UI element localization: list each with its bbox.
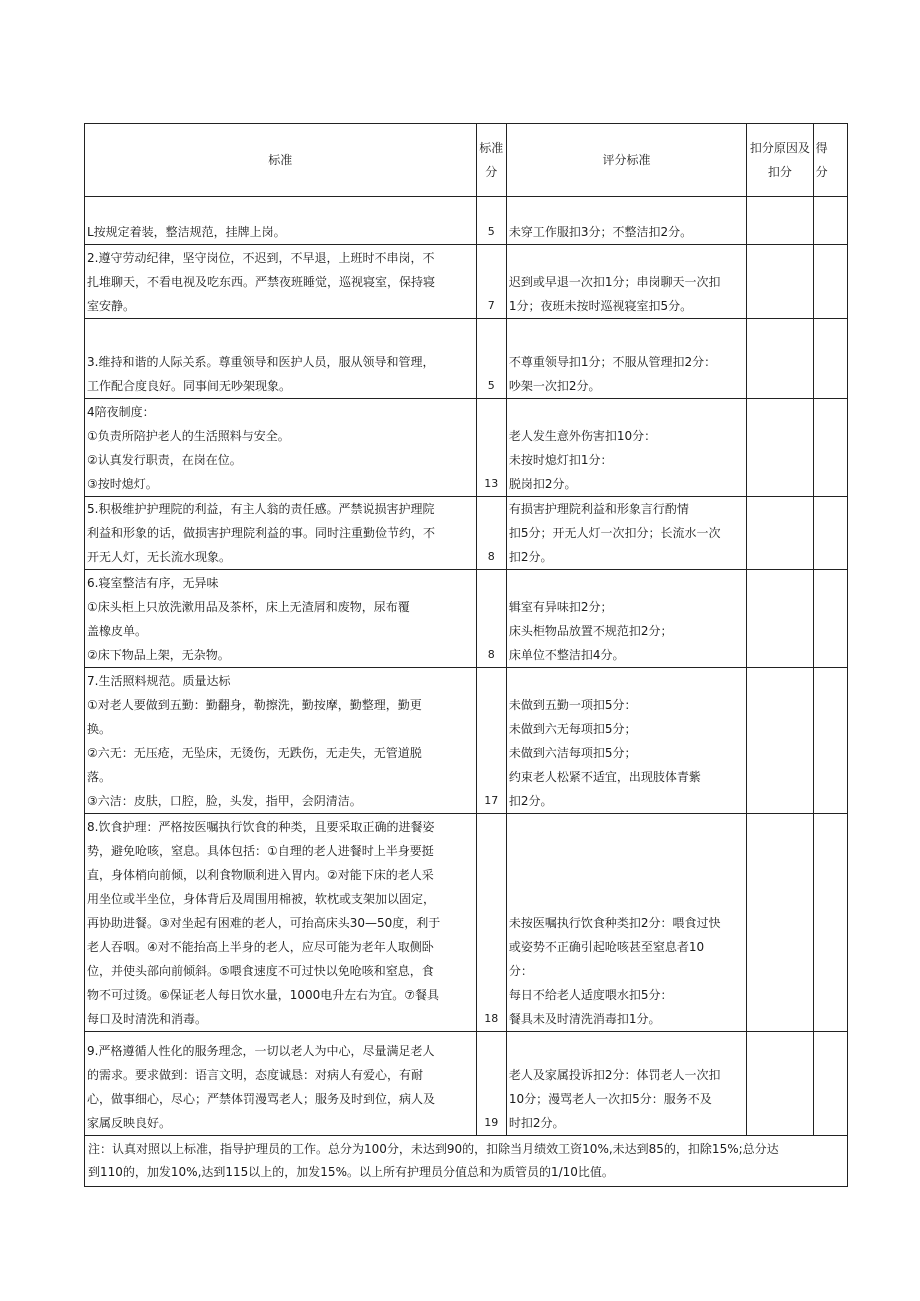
points-cell: 17 (476, 668, 506, 814)
criteria-line: 约束老人松紧不适宜，出现肢体青紫 (508, 770, 701, 784)
criteria-line: 扣5分；开无人灯一次扣分；长流水一次 (508, 526, 721, 540)
criteria-cell (506, 497, 746, 570)
header-reason-line: 扣分原因及 (749, 141, 810, 155)
standard-line: 位，并使头部向前倾斜。⑤喂食速度不可过快以免呛咳和窒息，食 (87, 964, 434, 978)
standard-line: 物不可过烫。⑥保证老人每日饮水量，1000电升左右为宜。⑦餐具 (87, 988, 440, 1002)
criteria-line: 吵架一次扣2分。 (508, 379, 601, 393)
deduction-reason-cell[interactable] (747, 1032, 814, 1136)
points-cell: 5 (476, 197, 506, 245)
table-row (85, 197, 848, 245)
standard-cell (85, 399, 477, 497)
standard-line: 室安静。 (87, 299, 136, 313)
standard-cell (85, 197, 477, 245)
standard-cell (85, 668, 477, 814)
standard-line: 7.生活照料规范。质量达标 (87, 674, 231, 688)
standard-line: 盖橡皮单。 (87, 624, 148, 638)
criteria-cell (506, 814, 746, 1032)
table-row (85, 245, 848, 319)
standard-line: 9.严格遵循人性化的服务理念，一切以老人为中心，尽量满足老人 (87, 1044, 435, 1058)
criteria-line: 或姿势不正确引起呛咳甚至窒息者10 (508, 940, 705, 954)
header-score-line: 得 (815, 141, 828, 155)
deduction-reason-cell[interactable] (747, 197, 814, 245)
score-cell[interactable] (813, 814, 847, 1032)
header-score (813, 124, 847, 197)
standard-line: 的需求。要求做到：语言文明，态度诚恳：对病人有爱心，有耐 (87, 1068, 424, 1082)
standard-line: ②床下物品上架，无杂物。 (87, 648, 230, 662)
header-standard: 标准 (85, 124, 477, 197)
table-row (85, 399, 848, 497)
score-cell[interactable] (813, 1032, 847, 1136)
standard-line: 8.饮食护理：严格按医嘱执行饮食的种类，且要采取正确的进餐姿 (87, 820, 435, 834)
points-cell: 19 (476, 1032, 506, 1136)
deduction-reason-cell[interactable] (747, 319, 814, 399)
standard-line: ①负责所陪护老人的生活照料与安全。 (87, 429, 290, 443)
standard-line: 开无人灯，无长流水现象。 (87, 550, 232, 564)
standard-line: 家属反映良好。 (87, 1116, 172, 1130)
standard-cell (85, 814, 477, 1032)
points-cell: 7 (476, 245, 506, 319)
table-row (85, 1032, 848, 1136)
standard-cell (85, 497, 477, 570)
table-row (85, 814, 848, 1032)
standard-line: 每口及时清洗和消毒。 (87, 1012, 208, 1026)
header-deduction-reason (747, 124, 814, 197)
criteria-line: 扣2分。 (508, 794, 553, 808)
note-row (85, 1136, 848, 1187)
criteria-line: 辑室有异味扣2分； (508, 600, 613, 614)
points-cell: 5 (476, 319, 506, 399)
criteria-cell (506, 319, 746, 399)
criteria-line: 不尊重领导扣1分；不服从管理扣2分： (508, 355, 717, 369)
assessment-table (84, 123, 848, 1187)
standard-line: 心，做事细心，尽心；严禁体罚漫骂老人；服务及时到位，病人及 (87, 1092, 436, 1106)
note-line: 注：认真对照以上标准，指导护理员的工作。总分为100分，未达到90的，扣除当月绩效工资10%,未达到85的，扣除15%;总分达 (88, 1142, 779, 1156)
note-cell (85, 1136, 848, 1187)
deduction-reason-cell[interactable] (747, 399, 814, 497)
criteria-cell (506, 570, 746, 668)
criteria-cell (506, 668, 746, 814)
points-cell: 18 (476, 814, 506, 1032)
criteria-line: 餐具未及时清洗消毒扣1分。 (508, 1012, 661, 1026)
header-points (476, 124, 506, 197)
score-cell[interactable] (813, 570, 847, 668)
standard-line: ③按时熄灯。 (87, 477, 158, 491)
score-cell[interactable] (813, 245, 847, 319)
criteria-line: 老人发生意外伤害扣10分： (508, 429, 657, 443)
standard-line: 用坐位或半坐位，身体背后及周围用棉被，软枕或支架加以固定， (87, 892, 436, 906)
standard-line: ①床头柜上只放洗漱用品及茶杯，床上无渣屑和废物，尿布覆 (87, 600, 410, 614)
criteria-cell (506, 197, 746, 245)
points-cell: 13 (476, 399, 506, 497)
standard-line: 4陪夜制度： (87, 405, 155, 419)
criteria-line: 有损害护理院利益和形象言行酌情 (508, 502, 689, 516)
criteria-line: 未做到六洁每项扣5分； (508, 746, 637, 760)
deduction-reason-cell[interactable] (747, 814, 814, 1032)
table-row (85, 668, 848, 814)
standard-line: L按规定着装，整洁规范，挂牌上岗。 (87, 225, 286, 239)
criteria-line: 1分；夜班未按时巡视寝室扣5分。 (508, 299, 693, 313)
standard-line: 老人吞咽。④对不能抬高上半身的老人，应尽可能为老年人取侧卧 (87, 940, 434, 954)
header-score-line: 分 (815, 165, 828, 179)
points-cell: 8 (476, 497, 506, 570)
header-points-line: 分 (485, 165, 498, 179)
criteria-line: 迟到或早退一次扣1分；串岗聊天一次扣 (508, 275, 721, 289)
standard-line: ③六洁：皮肤，口腔，脸，头发，指甲，会阴清洁。 (87, 794, 362, 808)
criteria-line: 10分；漫骂老人一次扣5分：服务不及 (508, 1092, 712, 1106)
note-line: 到110的，加发10%,达到115以上的，加发15%。以上所有护理员分值总和为质管员的1/10比值。 (88, 1165, 614, 1179)
points-cell: 8 (476, 570, 506, 668)
deduction-reason-cell[interactable] (747, 668, 814, 814)
criteria-line: 未按时熄灯扣1分： (508, 453, 613, 467)
standard-line: ②六无：无压疮，无坠床，无烫伤，无跌伤，无走失，无管道脱 (87, 746, 422, 760)
criteria-cell (506, 399, 746, 497)
deduction-reason-cell[interactable] (747, 245, 814, 319)
criteria-line: 未做到五勤一项扣5分： (508, 698, 637, 712)
standard-line: 6.寝室整洁有序，无异味 (87, 576, 219, 590)
criteria-line: 床头柜物品放置不规范扣2分； (508, 624, 673, 638)
score-cell[interactable] (813, 497, 847, 570)
table-header-row (85, 124, 848, 197)
criteria-line: 扣2分。 (508, 550, 553, 564)
criteria-line: 每日不给老人适度喂水扣5分： (508, 988, 673, 1002)
standard-cell (85, 570, 477, 668)
standard-line: 换。 (87, 722, 112, 736)
score-cell[interactable] (813, 668, 847, 814)
table-row (85, 319, 848, 399)
standard-line: 3.维持和谐的人际关系。尊重领导和医护人员，服从领导和管理， (87, 355, 435, 369)
assessment-sheet (84, 123, 848, 1187)
standard-cell (85, 245, 477, 319)
criteria-line: 未按医嘱执行饮食种类扣2分：喂食过快 (508, 916, 721, 930)
standard-line: 5.积极维护护理院的利益，有主人翁的责任感。严禁说损害护理院 (87, 502, 435, 516)
score-cell[interactable] (813, 399, 847, 497)
header-points-line: 标准 (479, 141, 504, 155)
criteria-line: 床单位不整洁扣4分。 (508, 648, 625, 662)
table-row (85, 497, 848, 570)
criteria-cell (506, 1032, 746, 1136)
standard-line: 扎堆聊天，不看电视及吃东西。严禁夜班睡觉，巡视寝室，保持寝 (87, 275, 436, 289)
standard-line: 2.遵守劳动纪律，坚守岗位，不迟到，不早退，上班时不串岗，不 (87, 251, 435, 265)
standard-line: 直，身体梢向前倾，以利食物顺利进入胃内。②对能下床的老人采 (87, 868, 434, 882)
standard-line: 势，避免呛咳，窒息。具体包括：①自理的老人进餐时上半身要挺 (87, 844, 434, 858)
criteria-line: 未做到六无每项扣5分； (508, 722, 637, 736)
standard-line: 落。 (87, 770, 112, 784)
standard-line: 利益和形象的话，做损害护理院利益的事。同时注重勤俭节约，不 (87, 526, 436, 540)
header-criteria: 评分标准 (506, 124, 746, 197)
criteria-line: 分： (508, 964, 533, 978)
standard-cell (85, 319, 477, 399)
header-reason-line: 扣分 (767, 165, 792, 179)
standard-cell (85, 1032, 477, 1136)
criteria-line: 老人及家属投诉扣2分：体罚老人一次扣 (508, 1068, 721, 1082)
table-body (85, 197, 848, 1136)
criteria-line: 脱岗扣2分。 (508, 477, 577, 491)
deduction-reason-cell[interactable] (747, 570, 814, 668)
standard-line: ②认真发行职责，在岗在位。 (87, 453, 242, 467)
score-cell[interactable] (813, 319, 847, 399)
score-cell[interactable] (813, 197, 847, 245)
criteria-line: 未穿工作服扣3分；不整洁扣2分。 (508, 225, 693, 239)
table-row (85, 570, 848, 668)
criteria-cell (506, 245, 746, 319)
standard-line: 工作配合度良好。同事间无吵架现象。 (87, 379, 292, 393)
standard-line: 再协助进餐。③对坐起有困难的老人，可抬高床头30—50度，利于 (87, 916, 441, 930)
standard-line: ①对老人要做到五勤：勤翻身，勒擦洗，勤按摩，勤整理，勤更 (87, 698, 422, 712)
deduction-reason-cell[interactable] (747, 497, 814, 570)
criteria-line: 时扣2分。 (508, 1116, 565, 1130)
